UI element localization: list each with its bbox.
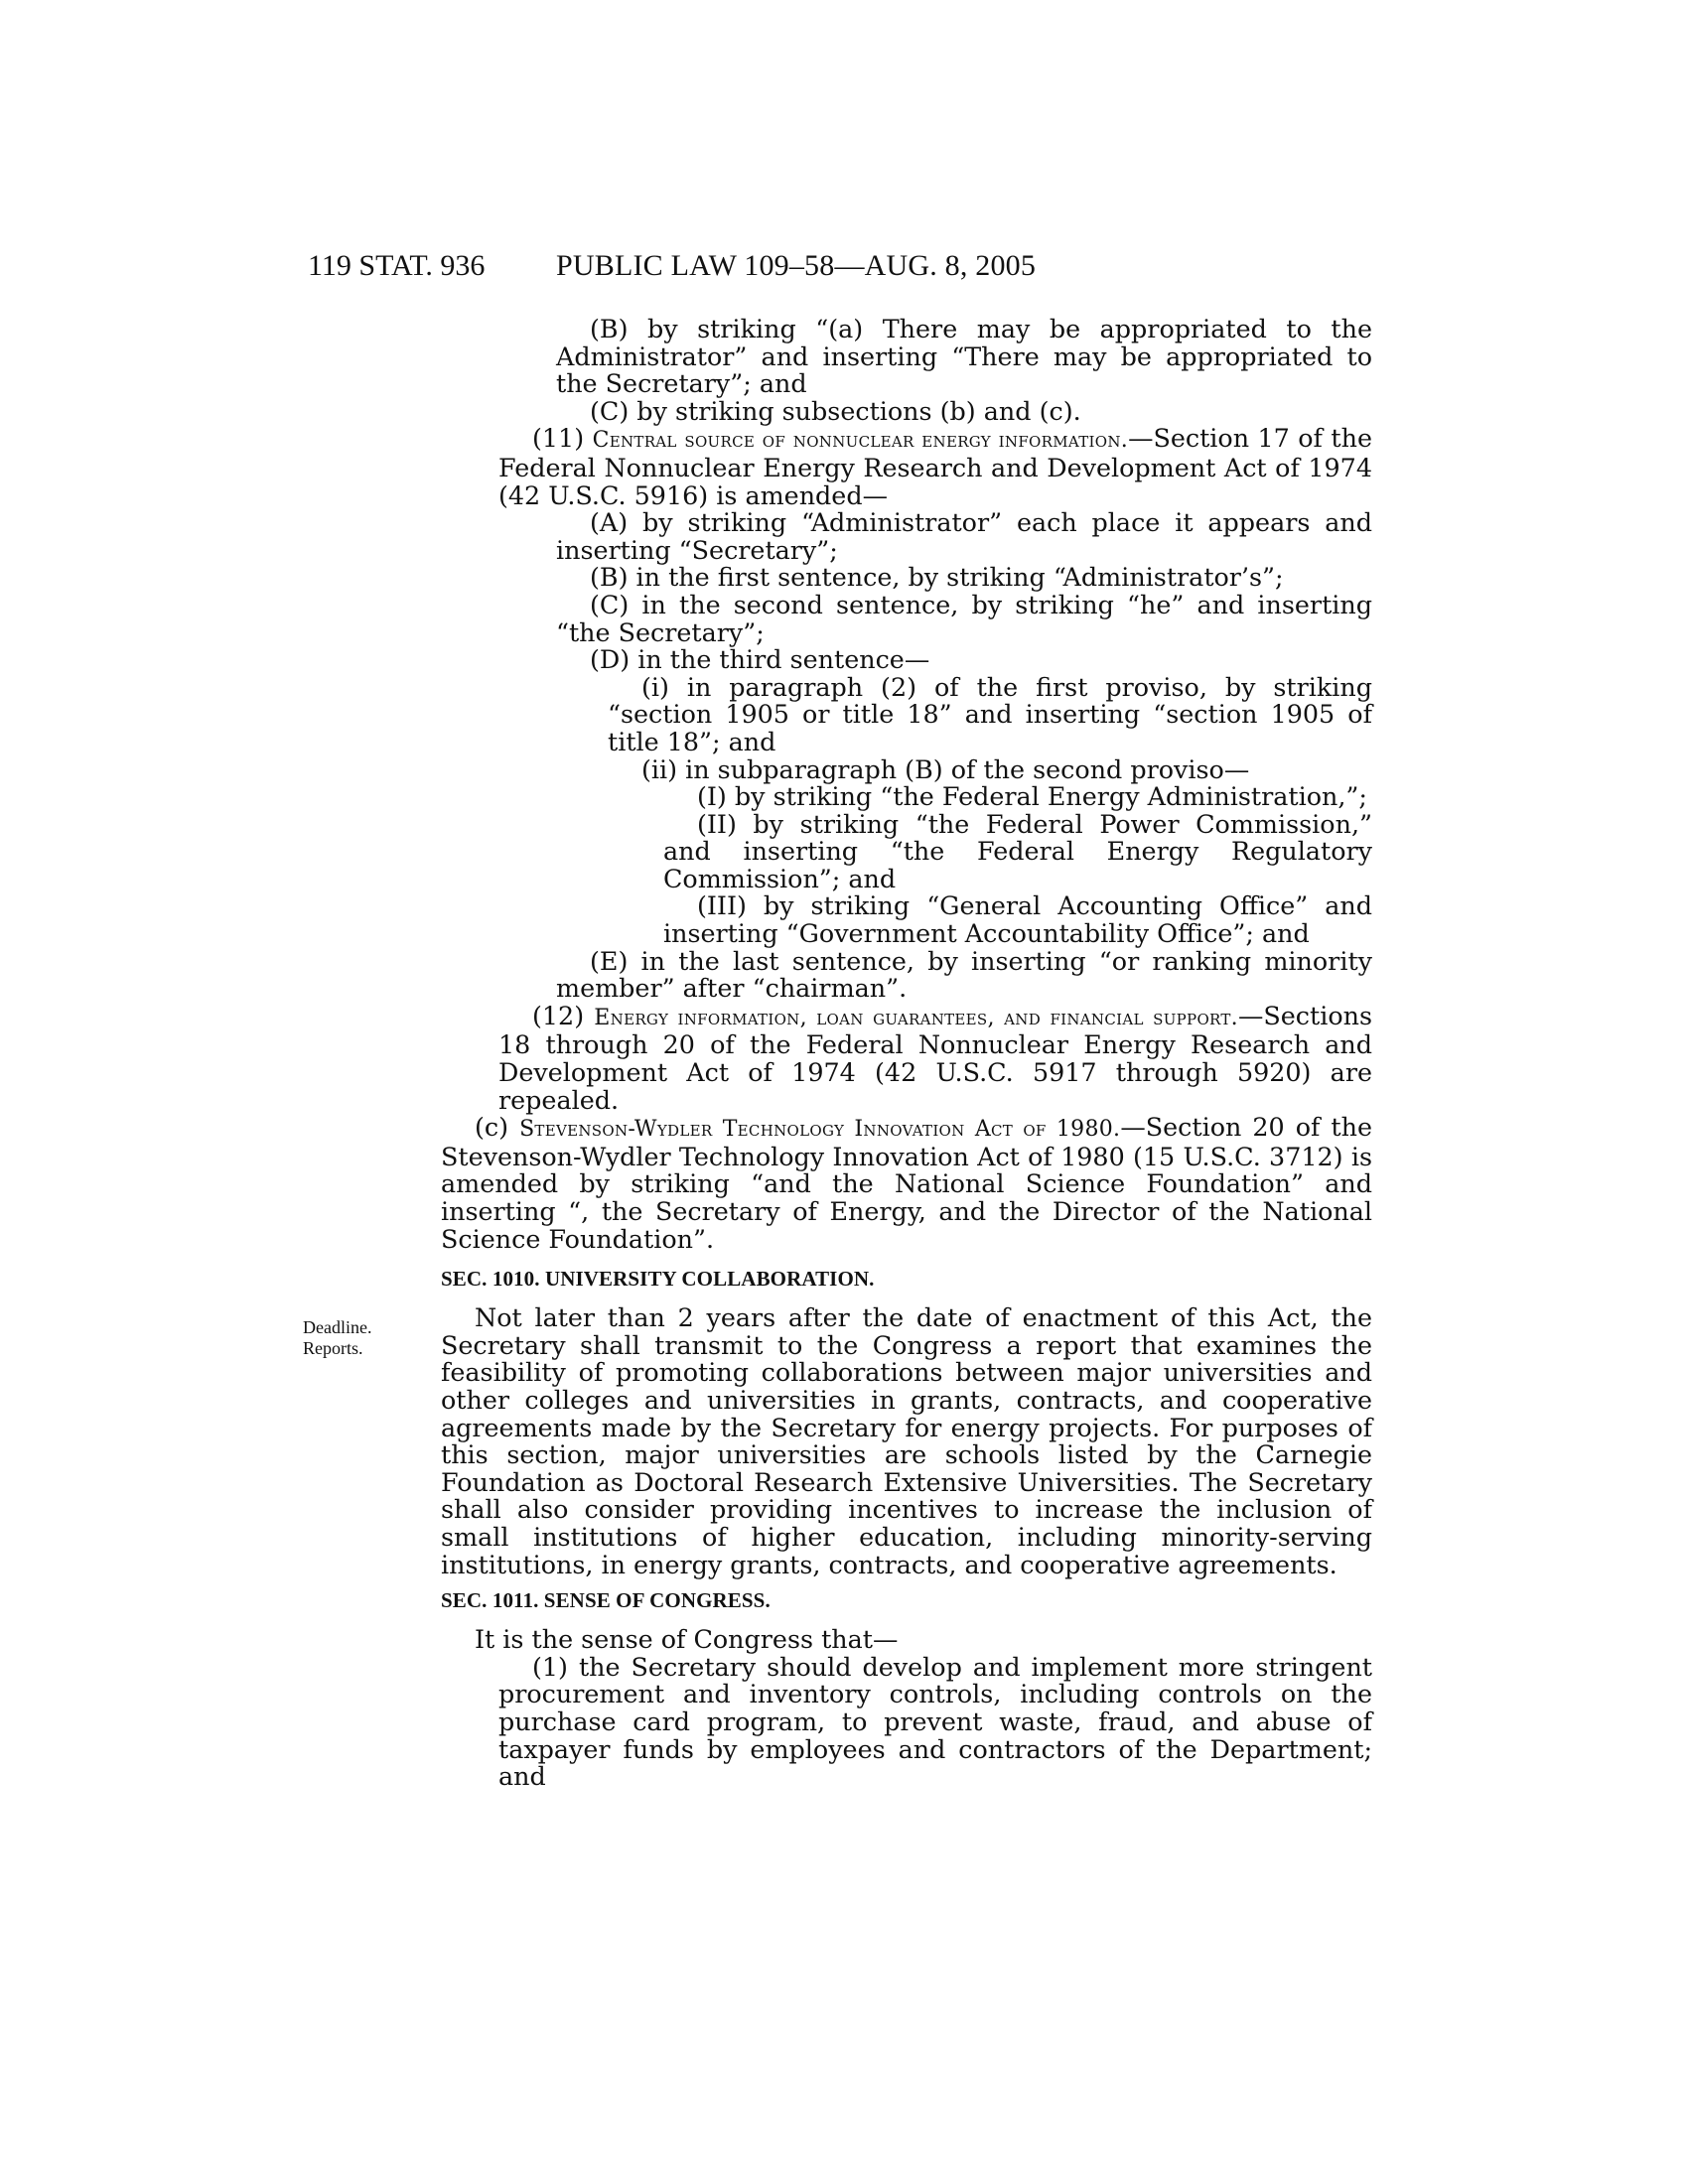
clause-11-d-ii-III: (III) by striking “General Accounting Office” and inserting “Government Accountability Office”; and (663, 890, 1372, 949)
clause-11-b: (B) in the first sentence, by striking “Administrator’s”; (590, 562, 1284, 593)
clause-11-e: (E) in the last sentence, by inserting “or ranking minority member” after “chairman”. (556, 945, 1372, 1004)
margin-note-reports: Reports. (303, 1338, 363, 1358)
clause-11-c: (C) in the second sentence, by striking “he” and inserting “the Secretary”; (556, 589, 1372, 647)
running-header: PUBLIC LAW 109–58—AUG. 8, 2005 (556, 249, 1037, 282)
clause-10-b: (B) by striking “(a) There may be appropriated to the Administrator” and inserting “There may be appropriated to the Secretary”; and (556, 314, 1372, 399)
margin-note-deadline: Deadline. (303, 1317, 372, 1337)
paragraph-11-label: (11) (532, 423, 585, 454)
clause-11-d-i: (i) in paragraph (2) of the first proviso, by striking “section 1905 or title 18” and inserting “section 1905 of title 18”; and (608, 671, 1372, 756)
section-1010-heading: SEC. 1010. UNIVERSITY COLLABORATION. (441, 1267, 875, 1292)
clause-11-d-ii: (ii) in subparagraph (B) of the second proviso— (641, 753, 1250, 784)
clause-11-d-ii-II: (II) by striking “the Federal Power Commission,” and inserting “the Federal Energy Regulatory Commission”; and (663, 808, 1372, 893)
statute-body (441, 314, 1372, 1792)
paragraph-12-label: (12) (532, 1000, 585, 1030)
subsection-c-body: —Section 20 of the Stevenson-Wydler Technology Innovation Act of 1980 (15 U.S.C. 3712) is amended by striking “and the National Science Foundation” and inserting “, the Secretary of Energy, and the Director of the National Science Foundation”. (441, 1112, 1372, 1254)
paragraph-11-title: Central source of nonnuclear energy information. (592, 428, 1129, 454)
section-1011-heading: SEC. 1011. SENSE OF CONGRESS. (441, 1588, 771, 1613)
clause-11-d-ii-I: (I) by striking “the Federal Energy Administration,”; (697, 781, 1367, 812)
paragraph-11 (498, 425, 1372, 509)
paragraph-11-body: —Section 17 of the Federal Nonnuclear Energy Research and Development Act of 1974 (42 U.S.C. 5916) is amended— (498, 423, 1372, 510)
paragraph-12-body: —Sections 18 through 20 of the Federal Nonnuclear Energy Research and Development Act of 1974 (42 U.S.C. 5917 through 5920) are repealed. (498, 1000, 1372, 1115)
section-1010-body: Not later than 2 years after the date of enactment of this Act, the Secretary shall transmit to the Congress a report that examines the feasibility of promoting collaborations between major universities and other colleges and universities in grants, contracts, and cooperative agreements made by the Secretary for energy projects. For purposes of this section, major universities are schools listed by the Carnegie Foundation as Doctoral Research Extensive Universities. The Secretary shall also consider providing incentives to increase the inclusion of small institutions of higher education, including minority-serving institutions, in energy grants, contracts, and cooperative agreements. (441, 1302, 1372, 1579)
margin-note (303, 1317, 422, 1359)
clause-11-a: (A) by striking “Administrator” each place it appears and inserting “Secretary”; (556, 507, 1372, 565)
page-stat-citation: 119 STAT. 936 (308, 249, 486, 282)
section-1011-paragraph-1: (1) the Secretary should develop and implement more stringent procurement and inventory controls, including controls on the purchase card program, to prevent waste, fraud, and abuse of taxpayer funds by employees and contractors of the Department; and (498, 1651, 1372, 1792)
subsection-c-title: Stevenson-Wydler Technology Innovation Act of 1980. (519, 1117, 1121, 1143)
paragraph-12 (498, 1000, 1372, 1115)
paragraph-12-title: Energy information, loan guarantees, and financial support. (594, 1005, 1238, 1030)
clause-10-c: (C) by striking subsections (b) and (c). (590, 395, 1081, 426)
section-1011-intro: It is the sense of Congress that— (475, 1624, 899, 1655)
clause-11-d: (D) in the third sentence— (590, 644, 930, 675)
subsection-c (441, 1114, 1372, 1253)
subsection-c-label: (c) (475, 1112, 509, 1143)
